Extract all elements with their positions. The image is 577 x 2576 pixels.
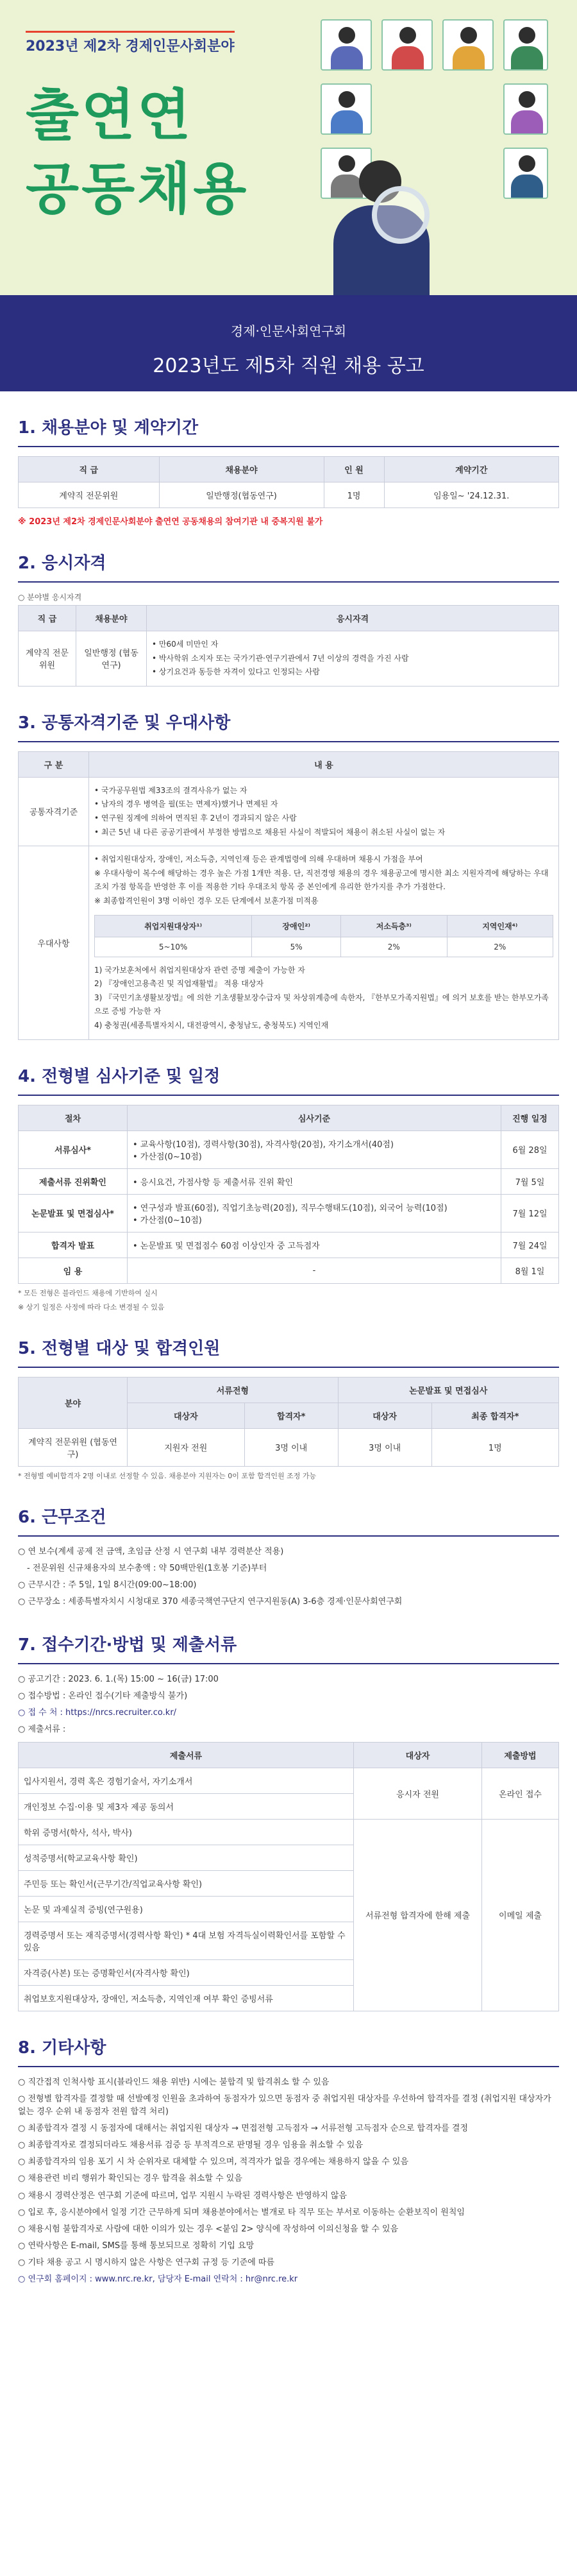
person-frame-icon	[503, 148, 548, 199]
doc-item: 성적증명서(학교교육사항 확인)	[19, 1845, 354, 1870]
pref-note: 3) 『국민기초생활보장법』에 의한 기초생활보장수급자 및 차상위계층에 속한자, 『한부모가족지원법』에 의거 보호를 받는 한부모가족으로 증빙 가능한 자	[94, 993, 549, 1016]
th-qualification: 응시자격	[147, 606, 559, 631]
cell-pref-value: 2%	[447, 937, 553, 957]
th-sub: 최종 합격자*	[431, 1403, 558, 1428]
other-item: ○ 전형별 합격자를 결정할 때 선발예정 인원을 초과하여 동점자가 있으면 동점자 중 취업지원 대상자를 우선하여 합격자를 결정 (취업지원 대상자가 없는 경우 순위 내 동점자 전원 합격 처리)	[18, 2094, 551, 2117]
cell-criteria: • 응시요건, 가점사항 등 제출서류 진위 확인	[128, 1168, 501, 1194]
contact-item[interactable]: ○ 연구회 홈페이지 : www.nrc.re.kr, 담당자 E-mail 연락처 : hr@nrc.re.kr	[18, 2274, 298, 2285]
recruitment-field-table	[18, 456, 559, 508]
cell-period: 임용일~ '24.12.31.	[384, 482, 558, 508]
duplicate-warning: ※ 2023년 제2차 경제인문사회분야 출연연 공동채용의 참여기관 내 중복지원 불가	[18, 517, 323, 527]
cell-step: 논문발표 및 면접심사*	[19, 1194, 128, 1232]
cell-pref-label: 우대사항	[19, 846, 89, 1039]
qualification-sub: ○ 분야별 응시자격	[18, 593, 82, 602]
condition-item: ○ 근무장소 : 세종특별자치시 시청대로 370 세종국책연구단지 연구지원동(A) 3-6층 경제·인문사회연구회	[18, 1596, 403, 1607]
th-method: 제출방법	[482, 1742, 559, 1768]
cell-qualifications	[147, 631, 559, 687]
th-content: 내 용	[89, 751, 559, 777]
th-sub: 대상자	[128, 1403, 245, 1428]
person-frame-icon	[321, 83, 372, 135]
other-item: ○ 연락사항은 E-mail, SMS를 통해 통보되므로 정확히 기입 요망	[18, 2241, 255, 2251]
doc-item: 입사지원서, 경력 혹은 경험기술서, 자기소개서	[19, 1768, 354, 1793]
section-title-5: 5. 전형별 대상 및 합격인원	[18, 1335, 559, 1368]
cell-step: 제출서류 진위확인	[19, 1168, 128, 1194]
doc-item: 경력증명서 또는 재직증명서(경력사항 확인) * 4대 보험 자격득실이력확인서를 포함할 수 있음	[19, 1922, 354, 1959]
criteria-item: • 남자의 경우 병역을 필(또는 면제자)했거나 면제된 자	[94, 799, 278, 809]
cell-date: 7월 12일	[501, 1194, 559, 1232]
common-criteria-table	[18, 751, 559, 1040]
cell-target: 서류전형 합격자에 한해 제출	[354, 1819, 482, 2011]
other-item: ○ 최종합격자의 임용 포기 시 차 순위자로 대체할 수 있으며, 적격자가 없을 경우에는 채용하지 않을 수 있음	[18, 2157, 409, 2167]
th-date: 진행 일정	[501, 1105, 559, 1130]
doc-item: 주민등 또는 확인서(근무기간/직업교육사항 확인)	[19, 1870, 354, 1896]
other-item: ○ 채용관련 비리 행위가 확인되는 경우 합격을 취소할 수 있음	[18, 2174, 242, 2184]
pref-note: 4) 충청권(세종특별자치시, 대전광역시, 충청남도, 충청북도) 지역인재	[94, 1020, 329, 1030]
cell-field: 일반행정 (협동연구)	[76, 631, 147, 687]
cell-common-label: 공통자격기준	[19, 777, 89, 846]
pref-item: ※ 우대사항이 복수에 해당하는 경우 높은 가점 1개만 적용. 단, 직전경영 채용의 경우 채용공고에 명시한 최소 지원자격에 해당하는 우대조치 가점 항목을 반영한 후 이를 적용한 기타 우대조치 항목 중 본인에게 유리한 한가지를 추가 가점한다.	[94, 868, 549, 892]
qualification-item: • 박사학위 소지자 또는 국가기관·연구기관에서 7년 이상의 경력을 가진 사람	[152, 653, 409, 663]
condition-item: ○ 근무시간 : 주 5일, 1일 8시간(09:00~18:00)	[18, 1580, 197, 1590]
cell-method: 이메일 제출	[482, 1819, 559, 2011]
pref-item: • 취업지원대상자, 장애인, 저소득층, 지역인재 등은 관계법령에 의해 우대하며 채용시 가점을 부여	[94, 855, 423, 864]
schedule-note: * 모든 전형은 블라인드 채용에 기반하여 실시	[18, 1288, 158, 1297]
hero-kicker: 2023년 제2차 경제인문사회분야	[26, 31, 235, 55]
other-item: ○ 입로 후, 응시분야에서 일정 기간 근무하게 되며 채용분야에서는 별개로 타 직무 또는 부서로 이동하는 순환보직이 원칙임	[18, 2207, 465, 2217]
th-interview: 논문발표 및 면접심사	[338, 1377, 558, 1403]
content	[0, 414, 577, 2328]
cell-pref-value: 5~10%	[95, 937, 252, 957]
section-title-6: 6. 근무조건	[18, 1504, 559, 1537]
cell-pref-value: 2%	[341, 937, 447, 957]
criteria-item: • 최근 5년 내 다른 공공기관에서 부정한 방법으로 채용된 사실이 적발되어 채용이 취소된 사실이 없는 자	[94, 827, 446, 837]
other-item: ○ 최종합격자 결정 시 동점자에 대해서는 취업지원 대상자 → 면접전형 고득점자 → 서류전형 고득점자 순으로 합격자를 결정	[18, 2124, 469, 2134]
hero-section	[0, 0, 577, 295]
cell-date: 8월 1일	[501, 1258, 559, 1283]
cell-date: 7월 24일	[501, 1232, 559, 1258]
qualification-item: • 상기요건과 동등한 자격이 있다고 인정되는 사람	[152, 667, 320, 677]
cell-grade: 계약직 전문위원	[19, 482, 160, 508]
pref-note: 1) 국가보훈처에서 취업지원대상자 관련 증명 제출이 가능한 자	[94, 965, 305, 975]
cell-date: 6월 28일	[501, 1130, 559, 1168]
doc-item: 개인정보 수집·이용 및 제3자 제공 동의서	[19, 1793, 354, 1819]
cell-target: 응시자 전원	[354, 1768, 482, 1819]
cell-value: 1명	[431, 1428, 558, 1466]
condition-item: ○ 연 보수(계세 공제 전 금액, 초임금 산정 시 연구회 내부 경력분산 적용)	[18, 1546, 284, 1557]
other-item: ○ 채용시험 불합격자로 사람에 대한 이의가 있는 경우 <붙임 2> 양식에 작성하여 이의신청을 할 수 있음	[18, 2224, 399, 2234]
criteria-item: • 연구원 징계에 의하여 면직된 후 2년이 경과되지 않은 사람	[94, 813, 297, 823]
cell-value: 3명 이내	[244, 1428, 338, 1466]
cell-criteria: • 논문발표 및 면접점수 60점 이상인자 중 고득점자	[128, 1232, 501, 1258]
other-item: ○ 채용시 경력산정은 연구회 기준에 따르며, 업무 지원시 누락된 경력사항은 반영하지 않음	[18, 2190, 347, 2201]
person-frame-icon	[503, 83, 548, 135]
other-item: ○ 기타 채용 공고 시 명시하지 않은 사항은 연구회 규정 등 기준에 따름	[18, 2258, 274, 2268]
th-sub: 합격자*	[244, 1403, 338, 1428]
section-title-4: 4. 전형별 심사기준 및 일정	[18, 1063, 559, 1096]
person-frame-icon	[503, 19, 548, 71]
cell-field: 계약직 전문위원 (협동연구)	[19, 1428, 128, 1466]
application-link[interactable]: ○ 접 수 처 : https://nrcs.recruiter.co.kr/	[18, 1708, 177, 1718]
cell-criteria: -	[128, 1258, 501, 1283]
recruiter-with-magnifier-illustration	[327, 160, 436, 295]
cell-step: 합격자 발표	[19, 1232, 128, 1258]
preference-points-table	[94, 915, 553, 957]
documents-table	[18, 1742, 559, 2011]
th-step: 절차	[19, 1105, 128, 1130]
th-sub: 대상자	[338, 1403, 431, 1428]
condition-item: - 전문위원 신규채용자의 보수총액 : 약 50백만원(1호봉 기준)부터	[27, 1563, 267, 1573]
other-item: ○ 최종합격자로 결정되더라도 채용서류 검증 등 부적격으로 판명될 경우 임용을 취소할 수 있음	[18, 2140, 364, 2151]
person-frame-icon	[321, 19, 372, 71]
cell-value: 3명 이내	[338, 1428, 431, 1466]
cell-field: 일반행정(협동연구)	[159, 482, 324, 508]
cell-criteria: • 연구성과 발표(60점), 직업기초능력(20점), 직무수행태도(10점), 외국어 능력(10점) • 가산점(0~10점)	[128, 1194, 501, 1232]
notice-title: 2023년도 제5차 직원 채용 공고	[153, 355, 424, 377]
th-field: 채용분야	[76, 606, 147, 631]
th-field: 채용분야	[159, 457, 324, 482]
cell-method: 온라인 접수	[482, 1768, 559, 1819]
section-title-1: 1. 채용분야 및 계약기간	[18, 414, 559, 447]
doc-item: 학위 증명서(학사, 석사, 박사)	[19, 1819, 354, 1845]
th-docs: 제출서류	[19, 1742, 354, 1768]
doc-item: 논문 및 과제실적 증빙(연구원용)	[19, 1896, 354, 1922]
section-title-7: 7. 접수기간·방법 및 제출서류	[18, 1632, 559, 1664]
cell-pref-value: 5%	[252, 937, 341, 957]
qualification-item: • 만60세 미만인 자	[152, 640, 219, 649]
cell-date: 7월 5일	[501, 1168, 559, 1194]
cell-common-items	[89, 777, 559, 846]
schedule-table	[18, 1105, 559, 1284]
person-frame-icon	[381, 19, 433, 71]
qualification-table	[18, 605, 559, 687]
organization-name: 경제·인문사회연구회	[230, 323, 347, 339]
application-item: ○ 접수방법 : 온라인 접수(기타 제출방식 불가)	[18, 1691, 188, 1702]
th-pref: 저소득층³⁾	[341, 915, 447, 937]
hero-title-line1: 출연연	[26, 83, 194, 148]
person-frame-icon	[442, 19, 494, 71]
section-title-8: 8. 기타사항	[18, 2034, 559, 2067]
application-item: ○ 제출서류 :	[18, 1725, 66, 1735]
cell-value: 지원자 전원	[128, 1428, 245, 1466]
doc-item: 취업보호지원대상자, 장애인, 저소득층, 지역인재 여부 확인 증빙서류	[19, 1985, 354, 2011]
cell-count: 1명	[324, 482, 384, 508]
th-grade: 직 급	[19, 457, 160, 482]
headcount-note: * 전형별 예비합격자 2명 이내로 선정할 수 있음. 채용분야 지원자는 0이 포함 합격인원 조정 가능	[18, 1471, 317, 1480]
cell-step: 서류심사*	[19, 1130, 128, 1168]
th-pref: 취업지원대상자¹⁾	[95, 915, 252, 937]
cell-criteria: • 교육사항(10점), 경력사항(30점), 자격사항(20점), 자기소개서(40점) • 가산점(0~10점)	[128, 1130, 501, 1168]
section-title-3: 3. 공통자격기준 및 우대사항	[18, 710, 559, 742]
th-pref: 지역인재⁴⁾	[447, 915, 553, 937]
cell-step: 임 용	[19, 1258, 128, 1283]
title-banner	[0, 295, 577, 391]
th-count: 인 원	[324, 457, 384, 482]
section-title-2: 2. 응시자격	[18, 550, 559, 583]
th-doc-screening: 서류전형	[128, 1377, 339, 1403]
th-period: 계약기간	[384, 457, 558, 482]
doc-item: 자격증(사본) 또는 증명확인서(자격사항 확인)	[19, 1959, 354, 1985]
th-pref: 장애인²⁾	[252, 915, 341, 937]
schedule-note: ※ 상기 일정은 사정에 따라 다소 변경될 수 있음	[18, 1302, 165, 1311]
th-grade: 직 급	[19, 606, 76, 631]
criteria-item: • 국가공무원법 제33조의 결격사유가 없는 자	[94, 785, 247, 795]
cell-grade: 계약직 전문위원	[19, 631, 76, 687]
th-field: 분야	[19, 1377, 128, 1428]
hero-title-line2: 공동채용	[26, 157, 249, 221]
pref-item: ※ 최종합격인원이 3명 이하인 경우 모든 단계에서 보훈가점 미적용	[94, 896, 319, 905]
other-item: ○ 직간접적 인척사항 표시(블라인드 채용 위반) 시에는 불합격 및 합격취소 할 수 있음	[18, 2077, 330, 2087]
pref-note: 2) 『장애인고용촉진 및 직업재활법』 적용 대상자	[94, 979, 264, 989]
th-category: 구 분	[19, 751, 89, 777]
application-item: ○ 공고기간 : 2023. 6. 1.(목) 15:00 ~ 16(금) 17:00	[18, 1675, 219, 1685]
headcount-table	[18, 1377, 559, 1467]
th-target: 대상자	[354, 1742, 482, 1768]
cell-pref-content	[89, 846, 559, 1039]
th-criteria: 심사기준	[128, 1105, 501, 1130]
